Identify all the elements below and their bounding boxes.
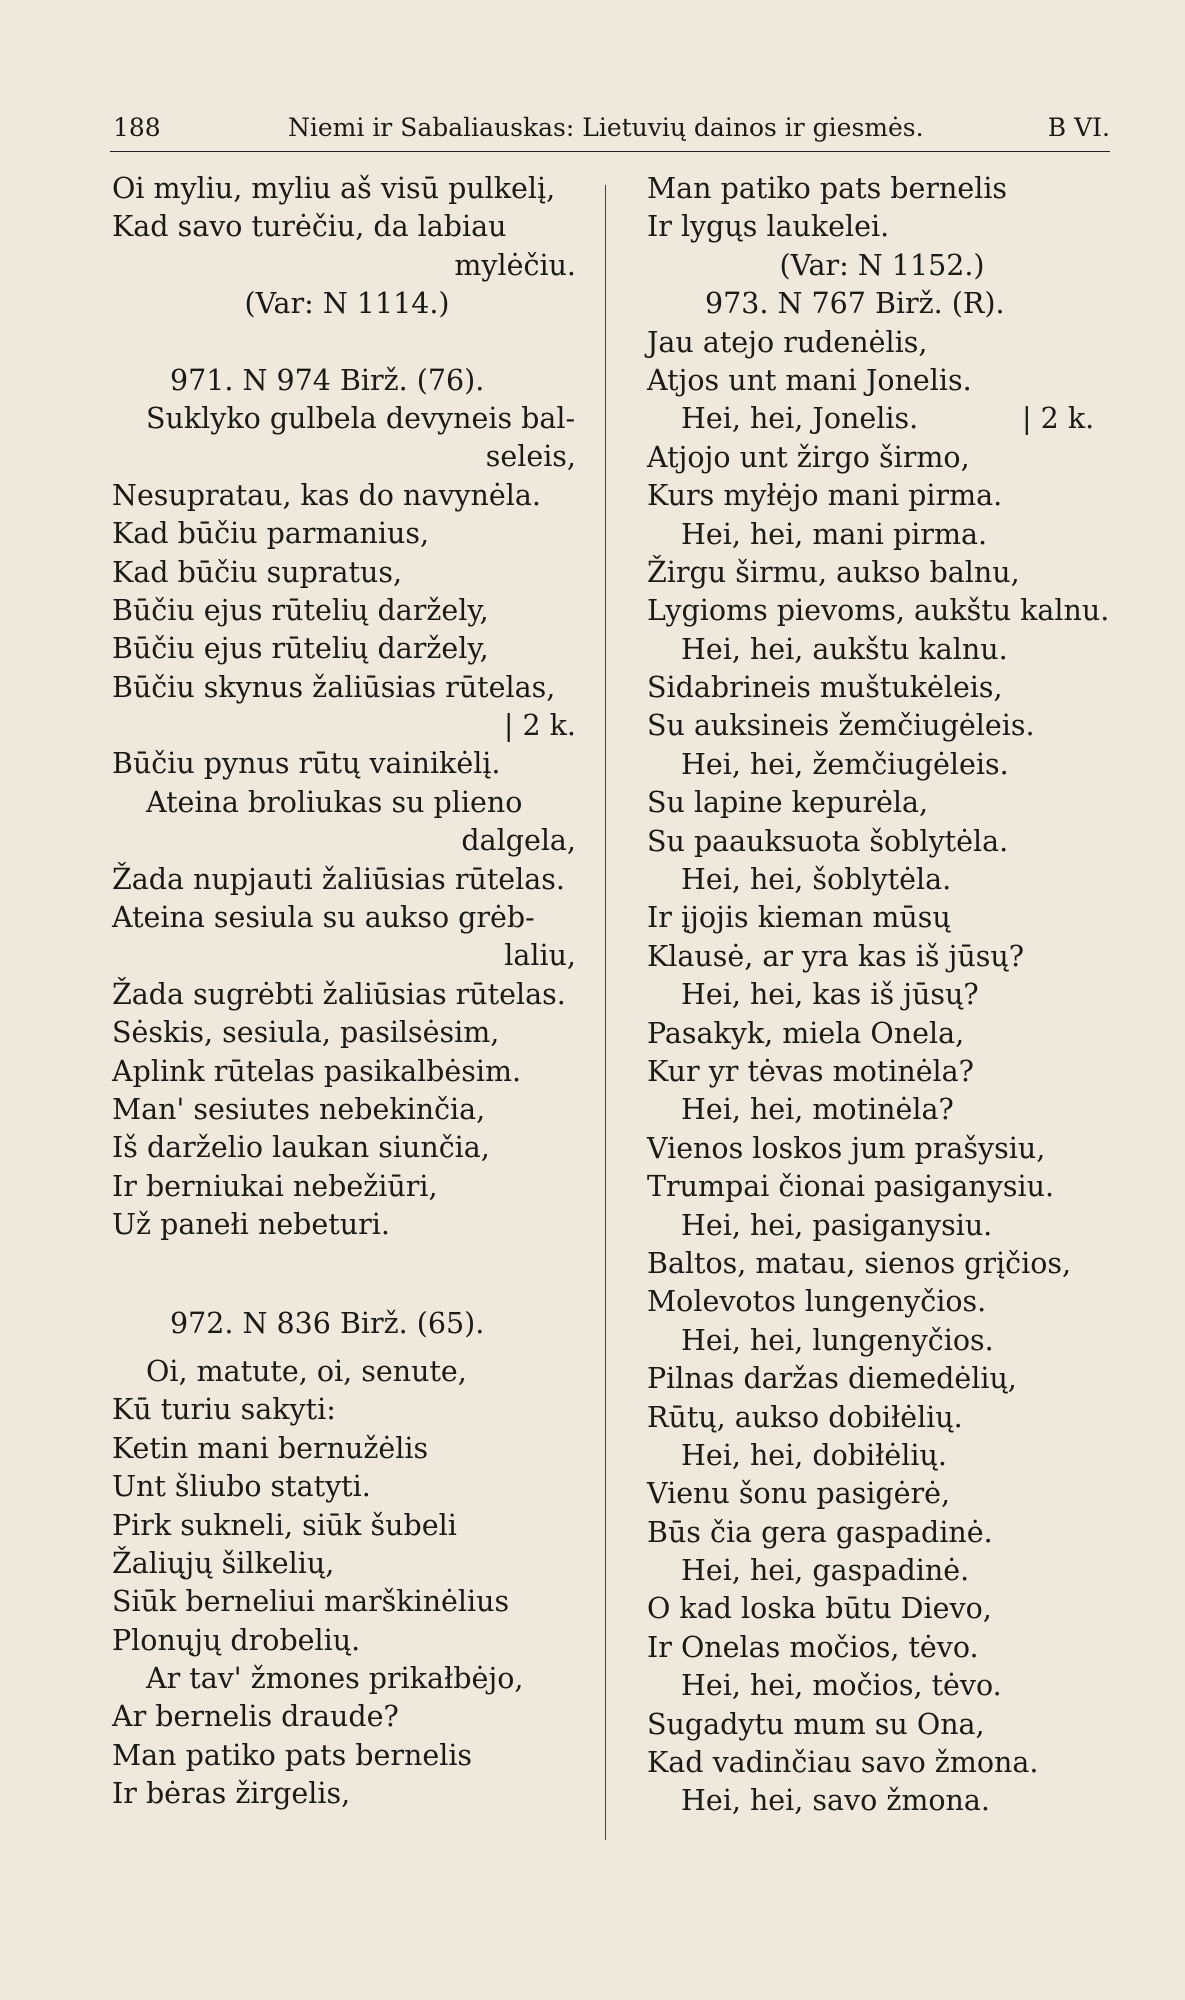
- running-title: Niemi ir Sabaliauskas: Lietuvių dainos ir giesmės.: [288, 113, 924, 142]
- refrain-line: Hei, hei, šoblytėla.: [681, 863, 952, 897]
- verse-line: Siūk berneliui marškinėlius: [112, 1585, 510, 1619]
- refrain-line: Hei, hei, pasiganysiu.: [681, 1208, 993, 1242]
- verse-line: Vienu šonu pasigėrė,: [647, 1477, 951, 1511]
- verse-line: Kad būčiu supratus,: [112, 555, 403, 589]
- verse-line: Rūtų, aukso dobiłėlių.: [647, 1400, 963, 1434]
- verse-line: Pasakyk, miela Onela,: [647, 1016, 965, 1050]
- verse-line: Būčiu skynus žaliūsias rūtelas,: [112, 670, 556, 704]
- refrain-line: Hei, hei, žemčiugėleis.: [681, 747, 1009, 781]
- verse-line: Ir bėras žirgelis,: [112, 1777, 351, 1811]
- verse-line: Lygioms pievoms, aukštu kalnu.: [647, 594, 1110, 628]
- verse-line: Pilnas daržas diemedėlių,: [647, 1362, 1017, 1396]
- verse-line: Vienos loskos jum prašysiu,: [647, 1131, 1046, 1165]
- left-column: [112, 170, 582, 1814]
- section-label: B VI.: [1047, 113, 1110, 142]
- verse-line: Būčiu pynus rūtų vainikėlį.: [112, 747, 501, 781]
- verse-line: Kū turiu sakyti:: [112, 1393, 336, 1427]
- verse-line: Ir berniukai nebežiūri,: [112, 1169, 438, 1203]
- verse-line: Iš darželio laukan siunčia,: [112, 1131, 490, 1165]
- refrain-text: Hei, hei, Jonelis.: [681, 402, 919, 436]
- verse-line: Unt šliubo statyti.: [112, 1470, 371, 1504]
- song-heading-973: 973. N 767 Birž. (R).: [705, 287, 1005, 321]
- refrain-line: Hei, hei, savo žmona.: [681, 1784, 990, 1818]
- verse-line: Sėskis, sesiula, pasilsėsim,: [112, 1016, 500, 1050]
- repeat-marker: | 2 k.: [1022, 402, 1095, 436]
- verse-line: Kad būčiu parmanius,: [112, 517, 430, 551]
- refrain-line: Hei, hei, dobiłėlių.: [681, 1438, 947, 1472]
- refrain-line: Hei, hei, lungenyčios.: [681, 1323, 994, 1357]
- verse-line: Pirk sukneli, siūk šubeli: [112, 1508, 457, 1542]
- verse-line: Ateina sesiula su aukso grėb-: [112, 901, 535, 935]
- page-number: 188: [113, 113, 161, 142]
- verse-line: Ir lygųs laukelei.: [647, 210, 890, 244]
- verse-line: Man' sesiutes nebekinčia,: [112, 1092, 486, 1126]
- verse-line: O kad loska būtu Dievo,: [647, 1592, 992, 1626]
- verse-line: Ateina broliukas su plieno: [146, 785, 523, 819]
- song-heading-971: 971. N 974 Birž. (76).: [170, 363, 485, 397]
- verse-line: Ar bernelis draude?: [112, 1700, 399, 1734]
- verse-line: Kad savo turėčiu, da labiau: [112, 210, 507, 244]
- verse-line: Nesupratau, kas do navynėla.: [112, 478, 541, 512]
- verse-line: Būčiu ejus rūtelių daržely,: [112, 632, 489, 666]
- refrain-line: Hei, hei, močios, tėvo.: [681, 1669, 1002, 1703]
- song-heading-972: 972. N 836 Birž. (65).: [170, 1306, 485, 1340]
- verse-line: Aplink rūtelas pasikalbėsim.: [112, 1054, 522, 1088]
- verse-line: Žada nupjauti žaliūsias rūtelas.: [112, 862, 565, 896]
- verse-line: mylėčiu.: [454, 248, 576, 282]
- verse-line: Žada sugrėbti žaliūsias rūtelas.: [112, 977, 566, 1011]
- variant-note: (Var: N 1152.): [779, 248, 985, 282]
- verse-line: Klausė, ar yra kas iš jūsų?: [647, 939, 1025, 973]
- verse-line: Suklyko gulbela devyneis bal-: [146, 401, 576, 435]
- verse-line: seleis,: [485, 440, 576, 474]
- verse-line: Kad vadinčiau savo žmona.: [647, 1746, 1039, 1780]
- verse-line: Žirgu širmu, aukso balnu,: [647, 555, 1020, 589]
- refrain-line: Hei, hei, motinėla?: [681, 1093, 954, 1127]
- verse-line: dalgela,: [461, 824, 576, 858]
- header-rule: [110, 151, 1110, 152]
- verse-line: Atjos unt mani Jonelis.: [647, 363, 972, 397]
- verse-line: [647, 400, 1117, 438]
- verse-line: Sidabrineis muštukėleis,: [647, 671, 1003, 705]
- verse-line: Žaliųjų šilkelių,: [112, 1546, 335, 1580]
- verse-line: Ketin mani bernužėlis: [112, 1431, 429, 1465]
- verse-line: Jau atejo rudenėlis,: [647, 325, 928, 359]
- verse-line: Su auksineis žemčiugėleis.: [647, 709, 1035, 743]
- refrain-line: Hei, hei, kas iš jūsų?: [681, 978, 979, 1012]
- verse-line: Oi, matute, oi, senute,: [146, 1354, 467, 1388]
- right-column: [647, 170, 1117, 1821]
- verse-line: Už panełi nebeturi.: [112, 1208, 390, 1242]
- verse-line: Molevotos lungenyčios.: [647, 1285, 987, 1319]
- refrain-line: Hei, hei, mani pirma.: [681, 517, 988, 551]
- verse-line: Ir Onelas močios, tėvo.: [647, 1630, 979, 1664]
- verse-line: Ir įjojis kieman mūsų: [647, 901, 951, 935]
- verse-line: Man patiko pats bernelis: [112, 1738, 473, 1772]
- verse-line: Būs čia gera gaspadinė.: [647, 1515, 993, 1549]
- verse-line: Baltos, matau, sienos grįčios,: [647, 1246, 1072, 1280]
- verse-line: Kur yr tėvas motinėla?: [647, 1054, 974, 1088]
- column-divider: [605, 185, 606, 1840]
- verse-line: Man patiko pats bernelis: [647, 172, 1008, 205]
- verse-line: Trumpai čionai pasiganysiu.: [647, 1170, 1055, 1204]
- verse-line: Sugadytu mum su Ona,: [647, 1707, 985, 1741]
- refrain-line: Hei, hei, aukštu kalnu.: [681, 632, 1008, 666]
- verse-line: laliu,: [504, 939, 576, 973]
- refrain-line: Hei, hei, gaspadinė.: [681, 1554, 970, 1588]
- repeat-marker: | 2 k.: [503, 709, 576, 743]
- verse-line: Ar tav' žmones prikałbėjo,: [146, 1662, 524, 1696]
- verse-line: Atjojo unt žirgo širmo,: [647, 440, 970, 474]
- verse-line: Būčiu ejus rūtelių daržely,: [112, 593, 489, 627]
- verse-line: Oi myliu, myliu aš visū pulkelį,: [112, 172, 556, 205]
- verse-line: Su lapine kepurėla,: [647, 786, 929, 820]
- variant-note: (Var: N 1114.): [244, 287, 450, 321]
- verse-line: Su paauksuota šoblytėla.: [647, 824, 1009, 858]
- verse-line: Kurs myłėjo mani pirma.: [647, 479, 1003, 513]
- verse-line: Plonųjų drobelių.: [112, 1623, 361, 1657]
- running-header: [110, 113, 1110, 147]
